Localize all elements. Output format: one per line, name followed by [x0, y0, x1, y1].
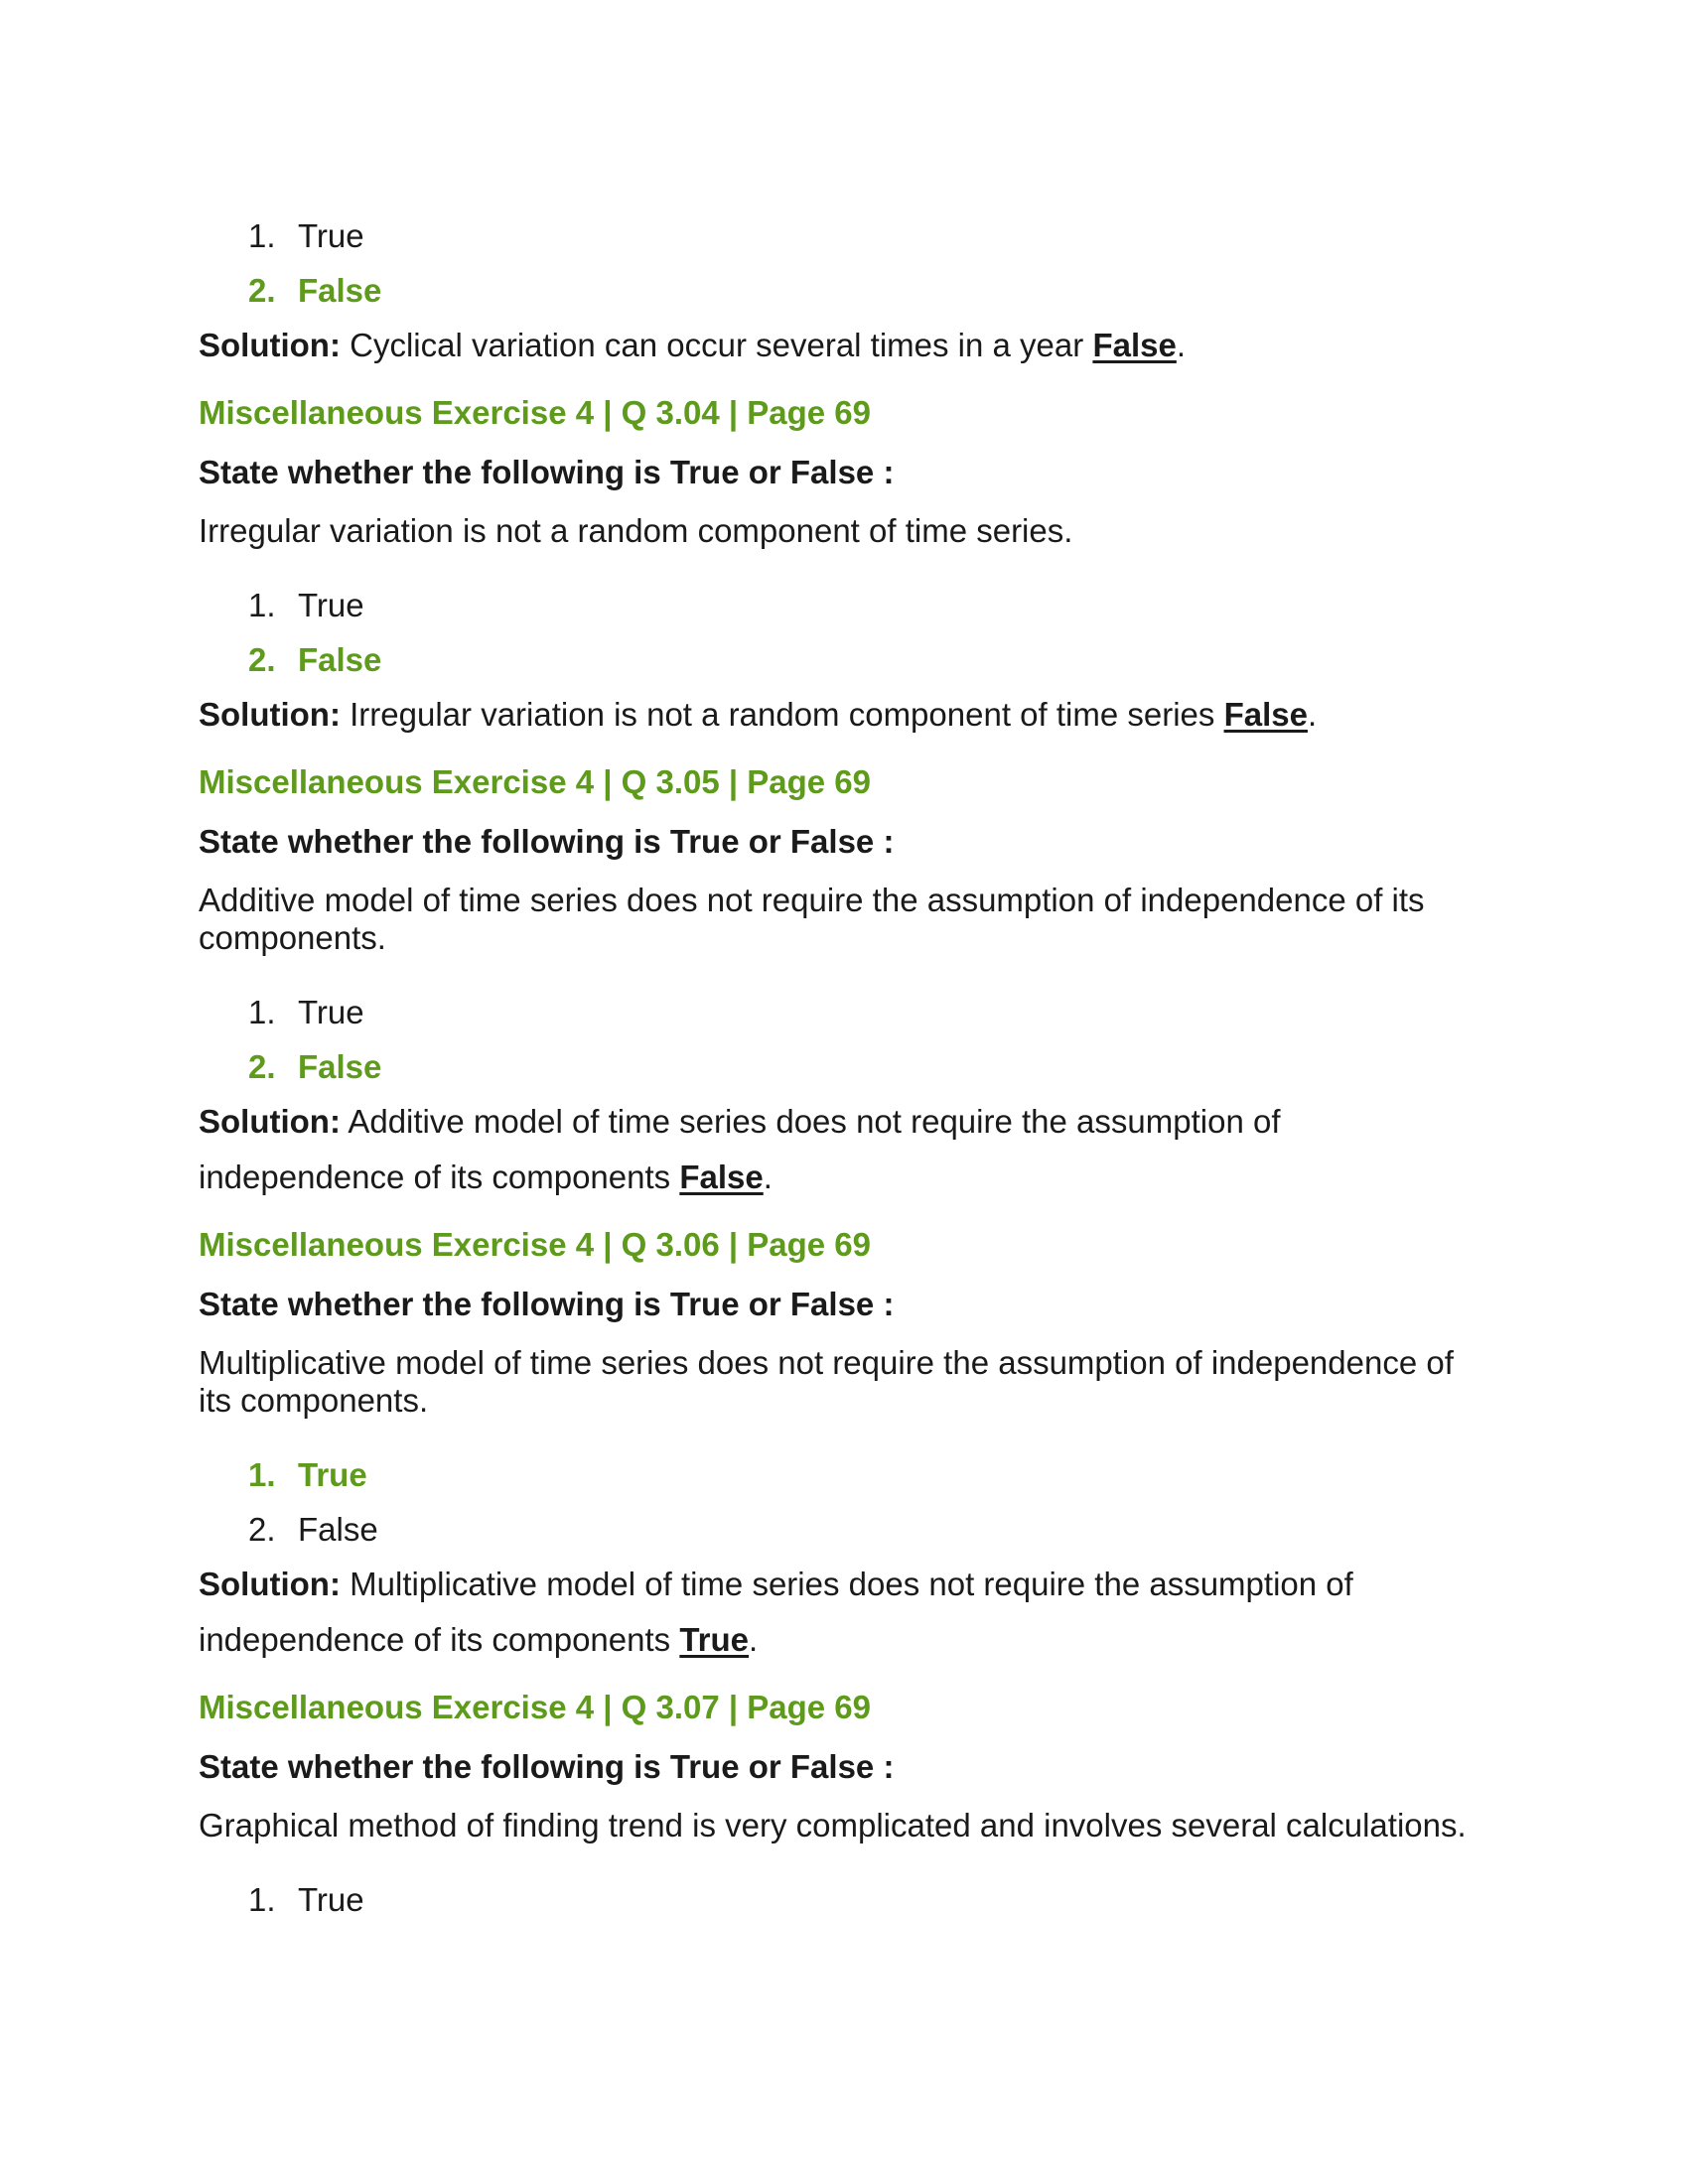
question-instruction: State whether the following is True or False : — [199, 454, 895, 490]
option-label: True — [298, 1456, 367, 1493]
solution-answer: True — [679, 1621, 750, 1658]
solution-answer: False — [1223, 696, 1308, 733]
solution-text: independence of its components — [199, 1621, 671, 1658]
period: . — [1176, 327, 1186, 363]
question-instruction: State whether the following is True or False : — [199, 1286, 895, 1322]
question-statement: Additive model of time series does not require the assumption of independence of its components. — [199, 882, 1425, 956]
solution — [199, 318, 1489, 373]
solution-text: independence of its components — [199, 1159, 671, 1195]
option-number: 1. — [248, 1456, 276, 1493]
question-statement: Multiplicative model of time series does not require the assumption of independence of its components. — [199, 1344, 1454, 1419]
option-true — [199, 985, 1489, 1039]
option-number: 1. — [248, 994, 276, 1030]
solution-label: Solution: — [199, 327, 341, 363]
option-false-correct — [199, 1039, 1489, 1094]
question-heading: Miscellaneous Exercise 4 | Q 3.05 | Page 69 — [199, 763, 872, 800]
option-label: False — [298, 272, 382, 309]
option-true — [199, 1872, 1489, 1927]
option-label: False — [298, 1048, 382, 1085]
question-statement: Graphical method of finding trend is very complicated and involves several calculations. — [199, 1807, 1467, 1843]
solution-text: Multiplicative model of time series does not require the assumption of — [350, 1566, 1353, 1602]
question-instruction: State whether the following is True or False : — [199, 1748, 895, 1785]
period: . — [763, 1159, 773, 1195]
option-number: 1. — [248, 587, 276, 623]
option-list — [199, 1872, 1489, 1927]
option-false-correct — [199, 263, 1489, 318]
option-false — [199, 1502, 1489, 1557]
question-heading: Miscellaneous Exercise 4 | Q 3.07 | Page 69 — [199, 1689, 872, 1725]
option-number: 2. — [248, 641, 276, 678]
option-number: 2. — [248, 1511, 276, 1548]
option-number: 2. — [248, 1048, 276, 1085]
solution-answer: False — [679, 1159, 764, 1195]
solution — [199, 687, 1489, 743]
solution-label: Solution: — [199, 1103, 341, 1140]
option-false-correct — [199, 632, 1489, 687]
option-label: True — [298, 1881, 364, 1918]
option-list — [199, 1447, 1489, 1557]
solution-text: Irregular variation is not a random component of time series — [350, 696, 1215, 733]
option-label: False — [298, 1511, 378, 1548]
question-instruction: State whether the following is True or False : — [199, 823, 895, 860]
question-heading: Miscellaneous Exercise 4 | Q 3.04 | Page 69 — [199, 394, 872, 431]
option-true — [199, 578, 1489, 632]
period: . — [749, 1621, 759, 1658]
option-true-correct — [199, 1447, 1489, 1502]
option-number: 1. — [248, 1881, 276, 1918]
solution-label: Solution: — [199, 1566, 341, 1602]
solution-label: Solution: — [199, 696, 341, 733]
solution-text: Cyclical variation can occur several times in a year — [350, 327, 1084, 363]
option-label: True — [298, 217, 364, 254]
option-label: False — [298, 641, 382, 678]
option-number: 1. — [248, 217, 276, 254]
option-list — [199, 985, 1489, 1094]
solution — [199, 1557, 1489, 1668]
solution-answer: False — [1092, 327, 1177, 363]
solution-text: Additive model of time series does not require the assumption of — [348, 1103, 1281, 1140]
question-statement: Irregular variation is not a random component of time series. — [199, 512, 1073, 549]
document-page — [199, 208, 1489, 1927]
period: . — [1307, 696, 1318, 733]
option-label: True — [298, 587, 364, 623]
question-heading: Miscellaneous Exercise 4 | Q 3.06 | Page 69 — [199, 1226, 872, 1263]
solution — [199, 1094, 1489, 1205]
option-true — [199, 208, 1489, 263]
option-list — [199, 578, 1489, 687]
option-number: 2. — [248, 272, 276, 309]
option-label: True — [298, 994, 364, 1030]
option-list — [199, 208, 1489, 318]
